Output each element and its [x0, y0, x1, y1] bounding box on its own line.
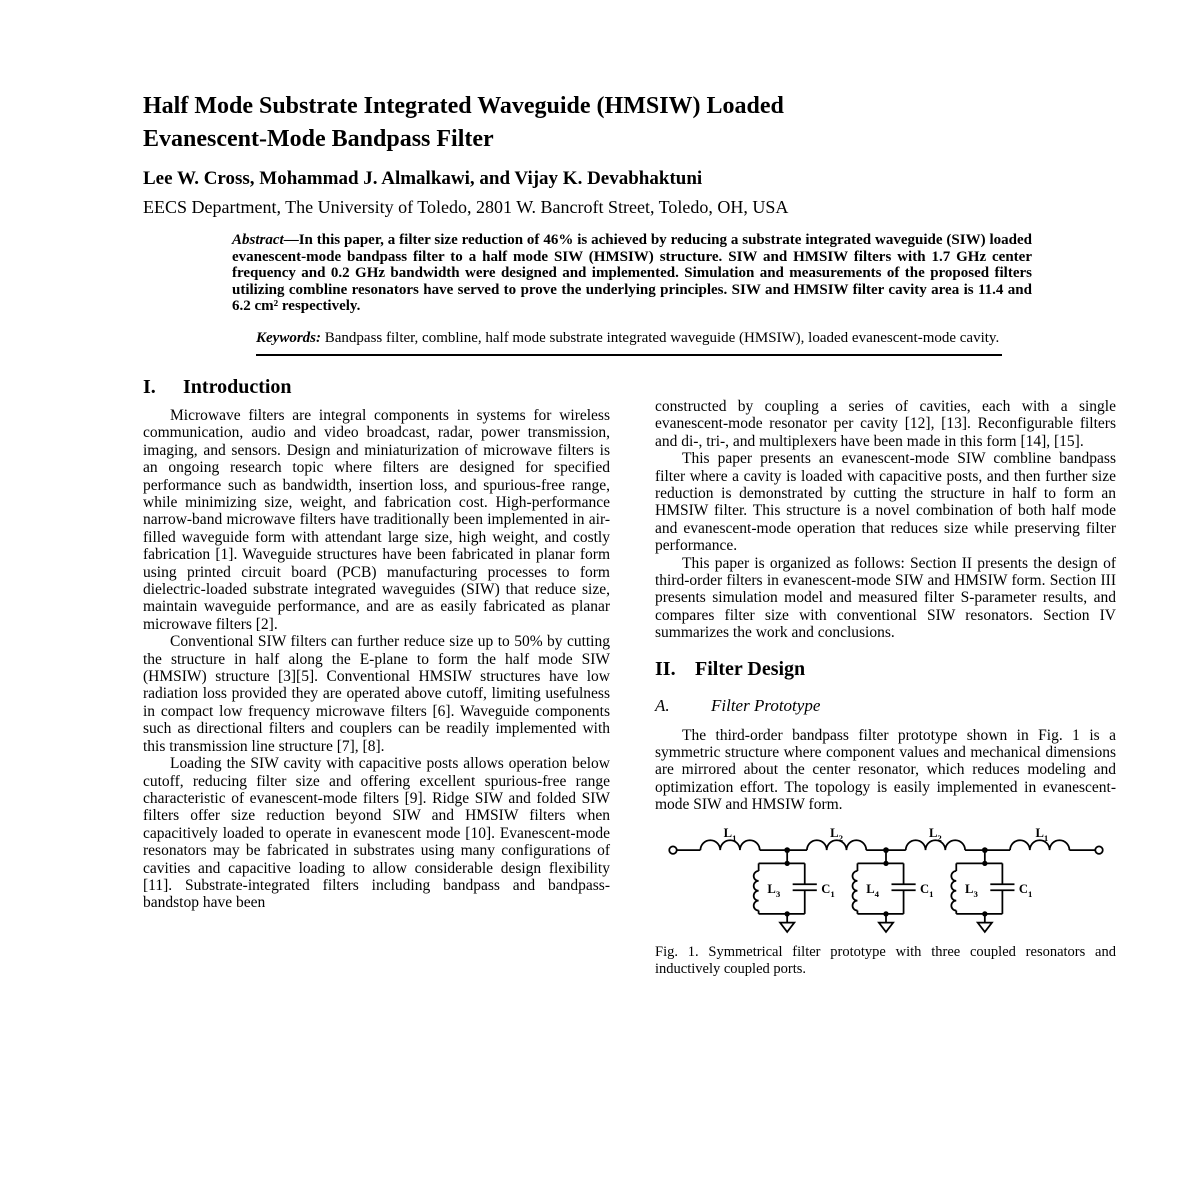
shunt-inductor-coil [753, 871, 758, 911]
subsection-letter: A. [655, 695, 670, 715]
port-terminal-icon [669, 846, 676, 853]
figure-1-caption: Fig. 1. Symmetrical filter prototype with three coupled resonators and inductively coupled ports. [655, 943, 1116, 978]
paper-title [143, 90, 1116, 156]
inductor-label: $L_1$ [723, 825, 736, 843]
inductor-label: $L_1$ [1035, 825, 1048, 843]
paper-title-line-1: Half Mode Substrate Integrated Waveguide (HMSIW) Loaded [143, 93, 784, 119]
affiliation-line: EECS Department, The University of Toledo, 2801 W. Bancroft Street, Toledo, OH, USA [143, 197, 789, 217]
inductor-label: $L_3$ [964, 881, 978, 899]
series-inductor-coil [1010, 840, 1069, 850]
section-number: I. [143, 375, 156, 398]
keywords-block [256, 330, 1068, 347]
inductor-label: $L_3$ [766, 881, 780, 899]
abstract-block [232, 232, 1032, 315]
inductor-label: $L_4$ [865, 881, 879, 899]
abstract-label: Abstract [232, 232, 284, 248]
ground-icon [977, 922, 991, 931]
capacitor-label: $C_1$ [919, 881, 934, 899]
circuit-wires [669, 840, 1103, 932]
right-column [655, 376, 1116, 979]
two-column-body [143, 376, 1116, 979]
capacitor-label: $C_1$ [1018, 881, 1032, 899]
section-title: Filter Design [695, 657, 806, 680]
series-inductor-coil [700, 840, 759, 850]
shunt-inductor-coil [951, 871, 956, 911]
intro-paragraph-1: Microwave filters are integral components in systems for wireless communication, audio and video broadcast, radar, power transmission, imaging, and sensors. Design and miniaturization of microwave filters is an ongoing research topic where filters are designed for specified performance such as bandwidth, insertion loss, and spurious-free range, while minimizing size, weight, and fabrication cost. High-performance narrow-band microwave filters have traditionally been implemented in air-filled waveguide form with attendant large size, high weight, and costly fabrication [1]. Waveguide structures have been fabricated in planar form using printed circuit board (PCB) manufacturing processes to form dielectric-loaded substrate integrated waveguides (SIW) that reduce size, maintain waveguide performance, and are as easily fabricated as planar microwave filters [2]. [143, 406, 610, 633]
authors-line: Lee W. Cross, Mohammad J. Almalkawi, and Vijay K. Devabhaktuni [143, 168, 703, 189]
circuit-schematic [666, 826, 1106, 938]
intro-section-heading [143, 376, 610, 399]
intro-paragraph-5: This paper presents an evanescent-mode SIW combline bandpass filter where a cavity is loaded with capacitive posts, and then further size reduction is demonstrated by cutting the structure in half to form an HMSIW filter. This structure is a novel combination of both half mode and evanescent-mode operation that reduces size while preserving filter performance. [655, 450, 1116, 555]
paper-title-line-2: Evanescent-Mode Bandpass Filter [143, 126, 494, 152]
figure-1 [655, 826, 1116, 979]
abstract-text: —In this paper, a filter size reduction of 46% is achieved by reducing a substrate integrated waveguide (SIW) loaded evanescent-mode bandpass filter to a half mode SIW (HMSIW) structure. SIW and HMSIW filters with 1.7 GHz center frequency and 0.2 GHz bandwidth were designed and implemented. Simulation and measurements of the proposed filters utilizing combline resonators have served to prove the underlying principles. SIW and HMSIW filter cavity area is 11.4 and 6.2 cm² respectively. [232, 232, 1032, 315]
paper-page [143, 90, 1116, 979]
intro-paragraph-4: constructed by coupling a series of cavities, each with a single evanescent-mode resonator per cavity [12], [13]. Reconfigurable filters and di-, tri-, and multiplexers have been made in this form [14], [15]. [655, 397, 1116, 450]
keywords-text: Bandpass filter, combline, half mode substrate integrated waveguide (HMSIW), loaded evanescent-mode cavity. [321, 329, 1000, 346]
series-inductor-coil [806, 840, 865, 850]
inductor-label: $L_2$ [829, 825, 843, 843]
intro-paragraph-2: Conventional SIW filters can further reduce size up to 50% by cutting the structure in half along the E-plane to form the half mode SIW (HMSIW) structure [3][5]. Conventional HMSIW structures have low radiation loss provided they are operated above cutoff, limiting usefulness in compact low frequency microwave filters [6]. Waveguide components such as directional filters and couplers can be readily implemented with this transmission line structure [7], [8]. [143, 633, 610, 755]
ground-icon [878, 922, 892, 931]
shunt-inductor-coil [852, 871, 857, 911]
inductor-label: $L_2$ [928, 825, 942, 843]
ground-icon [780, 922, 794, 931]
subsection-title: Filter Prototype [711, 695, 821, 715]
section-number: II. [655, 657, 676, 680]
divider-rule [256, 354, 1002, 356]
intro-paragraph-3: Loading the SIW cavity with capacitive posts allows operation below cutoff, reducing filter size and offering excellent spurious-free range characteristic of evanescent-mode filters [9]. Ridge SIW and folded SIW filters offer size reduction beyond SIW and HMSIW filters when capacitively loaded to operate in evanescent mode [10]. Evanescent-mode resonators may be fabricated in substrates using many configurations of cavities and capacitive loading to allow considerable design flexibility [11]. Substrate-integrated filters including bandpass and bandpass-bandstop have been [143, 755, 610, 912]
keywords-label: Keywords: [256, 329, 321, 346]
filter-prototype-subsection-heading [655, 696, 1116, 716]
series-inductor-coil [905, 840, 964, 850]
intro-paragraph-6: This paper is organized as follows: Section II presents the design of third-order filters in evanescent-mode SIW and HMSIW form. Section III presents simulation model and measured filter S-parameter results, and compares filter size with conventional SIW resonators. Section IV summarizes the work and conclusions. [655, 554, 1116, 642]
section-title: Introduction [183, 375, 292, 398]
left-column [143, 376, 610, 979]
filter-design-section-heading [655, 658, 1116, 681]
capacitor-label: $C_1$ [820, 881, 835, 899]
filter-prototype-paragraph: The third-order bandpass filter prototype shown in Fig. 1 is a symmetric structure where component values and mechanical dimensions are mirrored about the center resonator, which reduces modeling and optimization effort. The topology is easily implemented in evanescent-mode SIW and HMSIW form. [655, 726, 1116, 814]
port-terminal-icon [1095, 846, 1102, 853]
